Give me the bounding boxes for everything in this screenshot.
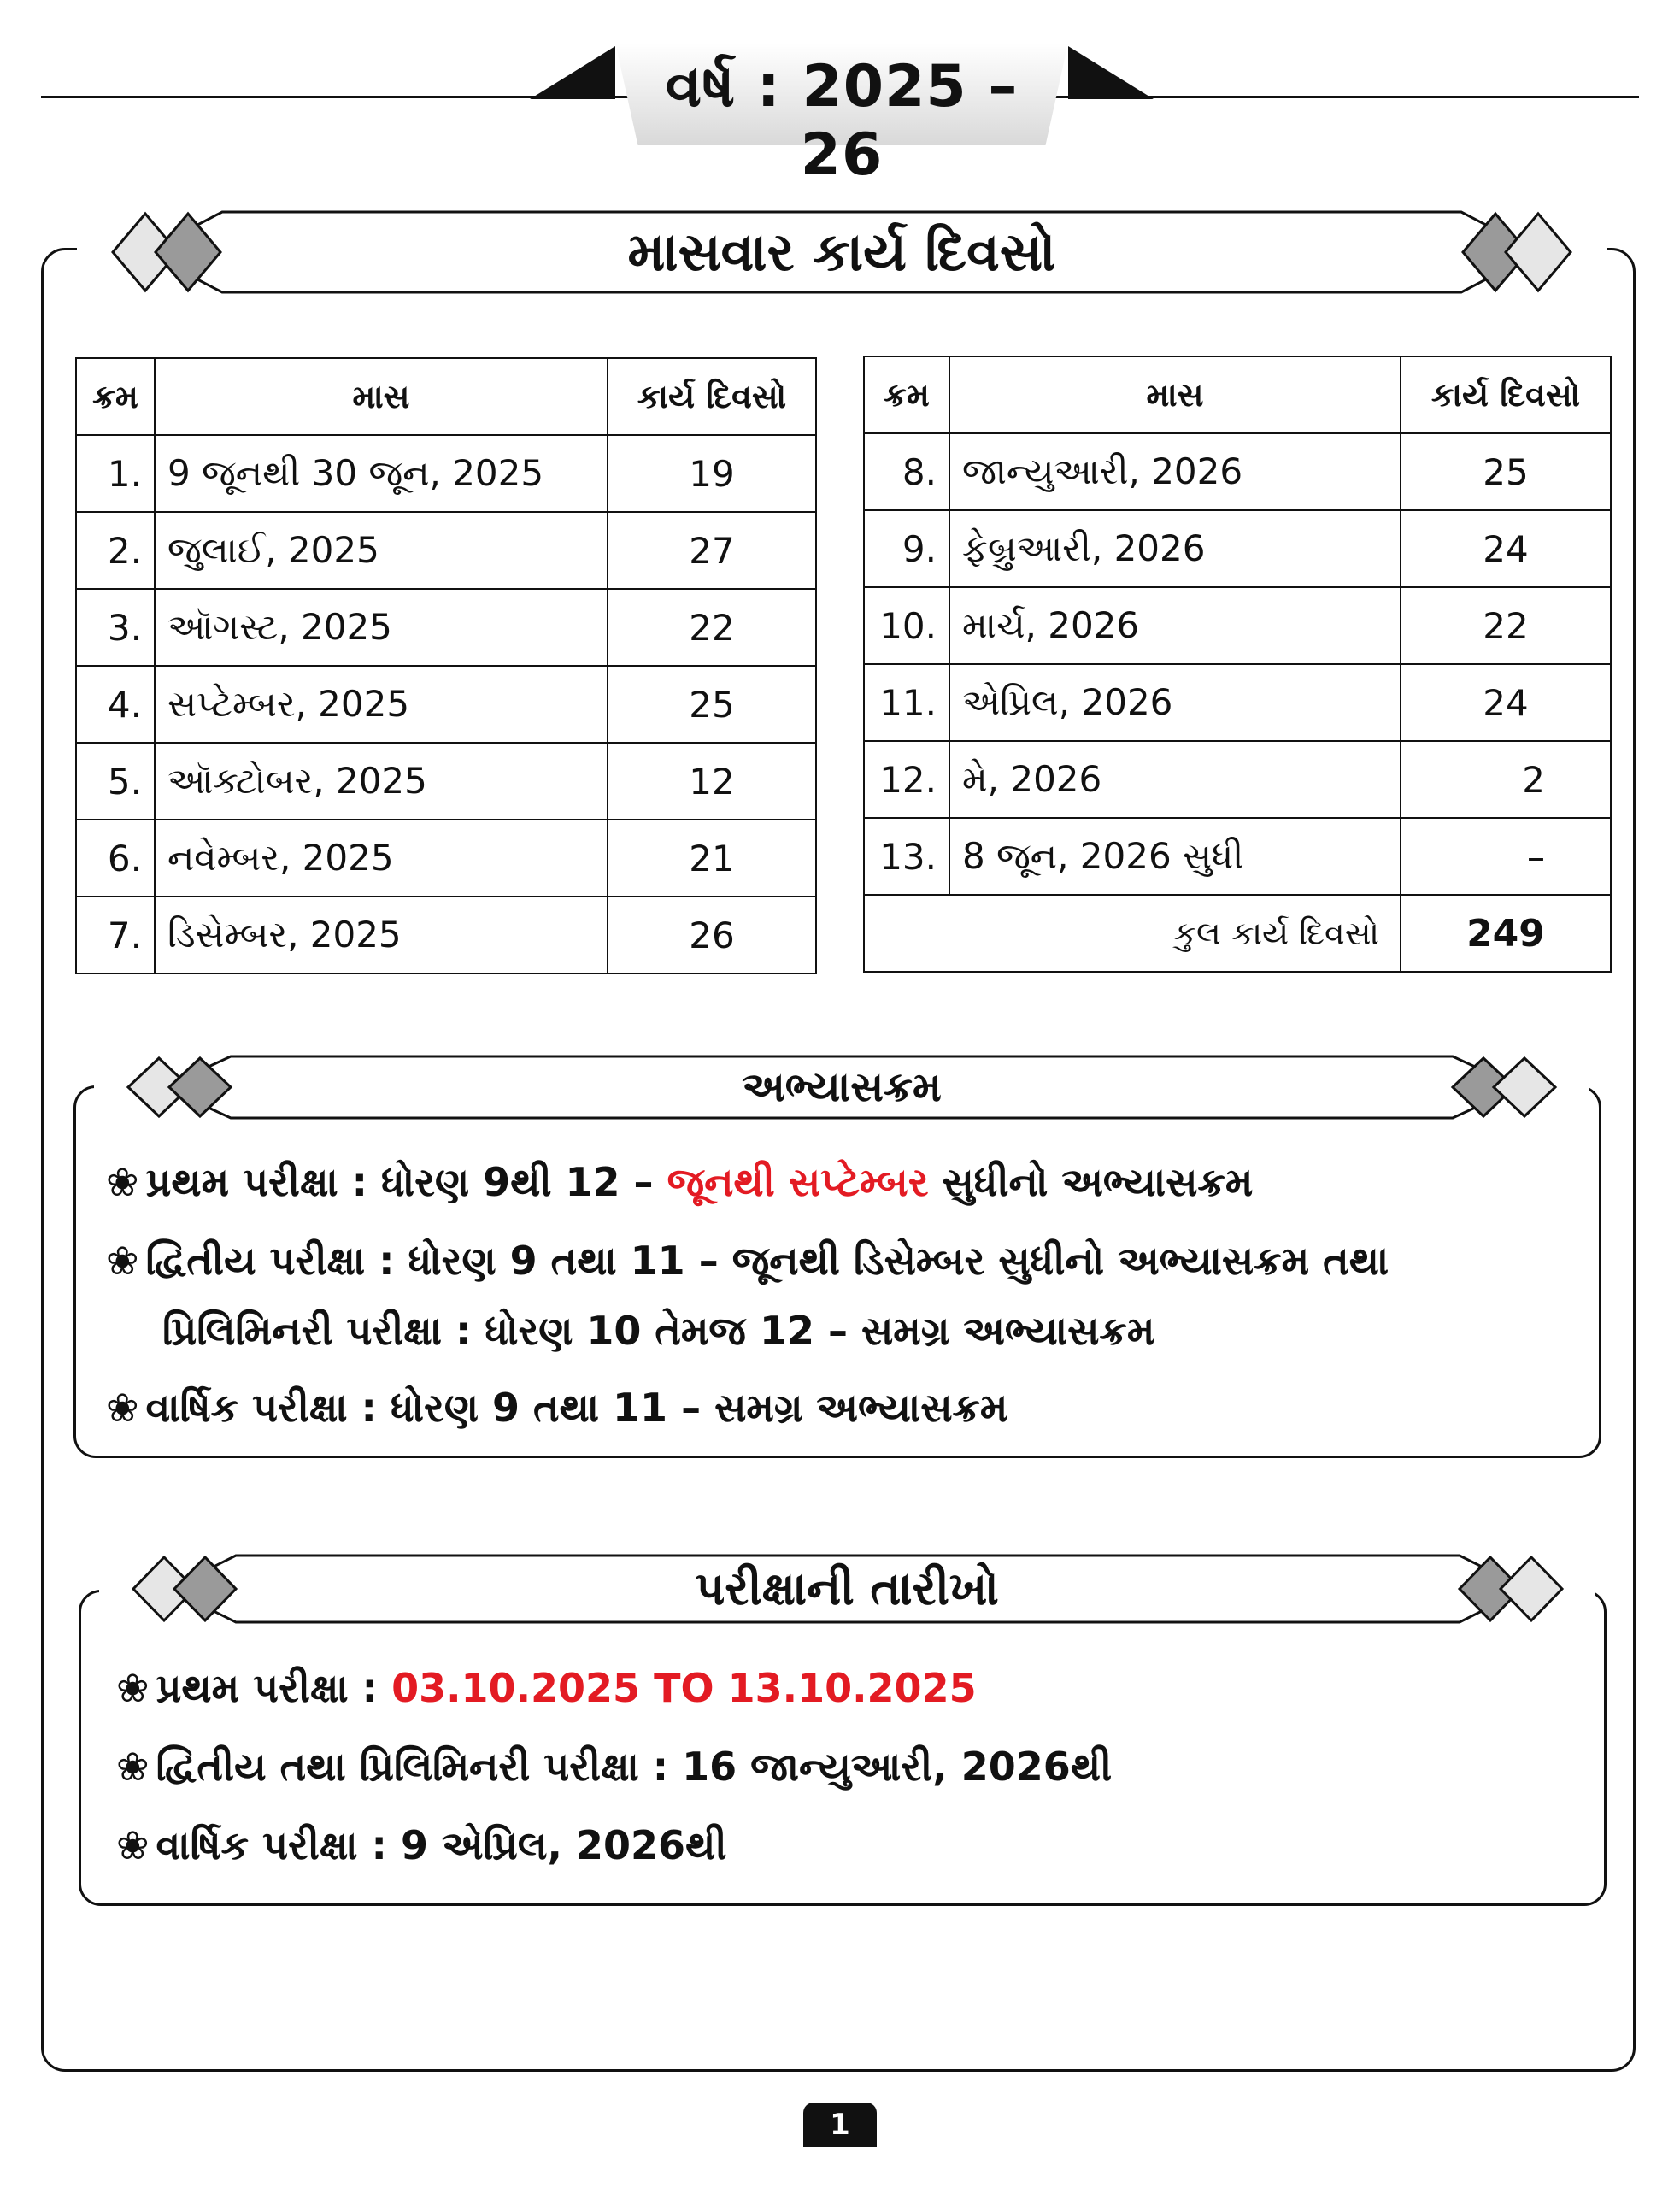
row-no: 1.: [76, 435, 155, 512]
syllabus-line-suffix: સુધીનો અભ્યાસક્રમ: [928, 1159, 1254, 1205]
exam-line-first: [116, 1665, 977, 1713]
table-header-row: [864, 356, 1611, 433]
row-days: 24: [1401, 510, 1611, 587]
row-days: 26: [608, 897, 816, 973]
syllabus-line-text: દ્વિતીય પરીક્ષા : ધોરણ 9 તથા 11 – જૂનથી ડિસેમ્બર સુધીનો અભ્યાસક્રમ તથા: [145, 1238, 1389, 1284]
row-month: 8 જૂન, 2026 સુધી: [949, 818, 1401, 895]
row-days: 12: [608, 743, 816, 820]
table-row: [76, 512, 816, 589]
row-days: 19: [608, 435, 816, 512]
row-days: 22: [608, 589, 816, 666]
table-row: [76, 589, 816, 666]
row-no: 2.: [76, 512, 155, 589]
row-no: 13.: [864, 818, 949, 895]
working-days-title: માસવાર કાર્ય દિવસો: [627, 221, 1056, 283]
working-days-table-left: [75, 357, 817, 974]
year-label: વર્ષ : 2025 – 26: [665, 53, 1019, 189]
page-number: 1: [803, 2103, 877, 2147]
table-row: [76, 820, 816, 897]
row-no: 9.: [864, 510, 949, 587]
syllabus-title-ribbon: [94, 1051, 1589, 1123]
total-label: કુલ કાર્ય દિવસો: [864, 895, 1401, 972]
total-value: 249: [1401, 895, 1611, 972]
row-no: 6.: [76, 820, 155, 897]
column-header-month: માસ: [949, 356, 1401, 433]
exam-line-second: [116, 1744, 1112, 1791]
flower-bullet-icon: ❀: [106, 1159, 139, 1205]
table-row: [864, 587, 1611, 664]
working-days-title-ribbon: [77, 205, 1607, 299]
exam-first-dates: 03.10.2025 TO 13.10.2025: [391, 1665, 977, 1711]
row-no: 5.: [76, 743, 155, 820]
exam-dates-title-ribbon: [99, 1550, 1595, 1627]
table-row: [864, 741, 1611, 818]
row-days: 27: [608, 512, 816, 589]
exam-second-text: દ્વિતીય તથા પ્રિલિમિનરી પરીક્ષા : 16 જાન્યુઆરી, 2026થી: [156, 1744, 1113, 1790]
row-days: 24: [1401, 664, 1611, 741]
flower-bullet-icon: ❀: [116, 1822, 150, 1868]
row-no: 7.: [76, 897, 155, 973]
syllabus-title: અભ્યાસક્રમ: [742, 1062, 942, 1111]
row-month: ડિસેમ્બર, 2025: [155, 897, 608, 973]
row-no: 8.: [864, 433, 949, 510]
row-month: માર્ચ, 2026: [949, 587, 1401, 664]
syllabus-line-prefix: પ્રથમ પરીક્ષા : ધોરણ 9થી 12 –: [145, 1159, 667, 1205]
table-row: [76, 897, 816, 973]
row-no: 11.: [864, 664, 949, 741]
table-row: [76, 743, 816, 820]
working-days-table-right: [863, 356, 1612, 973]
exam-annual-text: વાર્ષિક પરીક્ષા : 9 એપ્રિલ, 2026થી: [156, 1822, 727, 1868]
row-days: 22: [1401, 587, 1611, 664]
table-row: [864, 510, 1611, 587]
flower-bullet-icon: ❀: [116, 1744, 150, 1790]
row-month: ઑક્ટોબર, 2025: [155, 743, 608, 820]
syllabus-line-text: વાર્ષિક પરીક્ષા : ધોરણ 9 તથા 11 – સમગ્ર અભ્યાસક્રમ: [145, 1385, 1008, 1431]
table-header-row: [76, 358, 816, 435]
syllabus-line-first-exam: [106, 1159, 1253, 1207]
row-month: જુલાઈ, 2025: [155, 512, 608, 589]
flower-bullet-icon: ❀: [116, 1665, 150, 1711]
table-row: [864, 818, 1611, 895]
total-row: [864, 895, 1611, 972]
syllabus-line-prelim: [162, 1308, 1154, 1356]
table-row: [864, 433, 1611, 510]
column-header-no: ક્રમ: [864, 356, 949, 433]
row-month: ઑગસ્ટ, 2025: [155, 589, 608, 666]
row-days: 2: [1401, 741, 1611, 818]
table-row: [76, 666, 816, 743]
row-month: એપ્રિલ, 2026: [949, 664, 1401, 741]
row-month: 9 જૂનથી 30 જૂન, 2025: [155, 435, 608, 512]
row-days: 25: [1401, 433, 1611, 510]
row-no: 4.: [76, 666, 155, 743]
row-no: 10.: [864, 587, 949, 664]
column-header-month: માસ: [155, 358, 608, 435]
column-header-no: ક્રમ: [76, 358, 155, 435]
row-month: મે, 2026: [949, 741, 1401, 818]
row-days: 25: [608, 666, 816, 743]
table-row: [76, 435, 816, 512]
row-days: 21: [608, 820, 816, 897]
syllabus-highlight: જૂનથી સપ્ટેમ્બર: [667, 1159, 929, 1205]
flower-bullet-icon: ❀: [106, 1238, 139, 1284]
row-month: ફેબ્રુઆરી, 2026: [949, 510, 1401, 587]
syllabus-line-text: પ્રિલિમિનરી પરીક્ષા : ધોરણ 10 તેમજ 12 – સમગ્ર અભ્યાસક્રમ: [162, 1308, 1155, 1354]
row-days: –: [1401, 818, 1611, 895]
row-month: નવેમ્બર, 2025: [155, 820, 608, 897]
syllabus-line-second-exam: [106, 1238, 1389, 1285]
table-row: [864, 664, 1611, 741]
column-header-days: કાર્ય દિવસો: [1401, 356, 1611, 433]
row-month: જાન્યુઆરી, 2026: [949, 433, 1401, 510]
row-month: સપ્ટેમ્બર, 2025: [155, 666, 608, 743]
exam-line-annual: [116, 1822, 727, 1870]
exam-dates-title: પરીક્ષાની તારીખો: [695, 1562, 999, 1615]
row-no: 12.: [864, 741, 949, 818]
flower-bullet-icon: ❀: [106, 1385, 139, 1431]
exam-first-label: પ્રથમ પરીક્ષા :: [156, 1665, 392, 1711]
column-header-days: કાર્ય દિવસો: [608, 358, 816, 435]
syllabus-line-annual: [106, 1385, 1007, 1432]
row-no: 3.: [76, 589, 155, 666]
